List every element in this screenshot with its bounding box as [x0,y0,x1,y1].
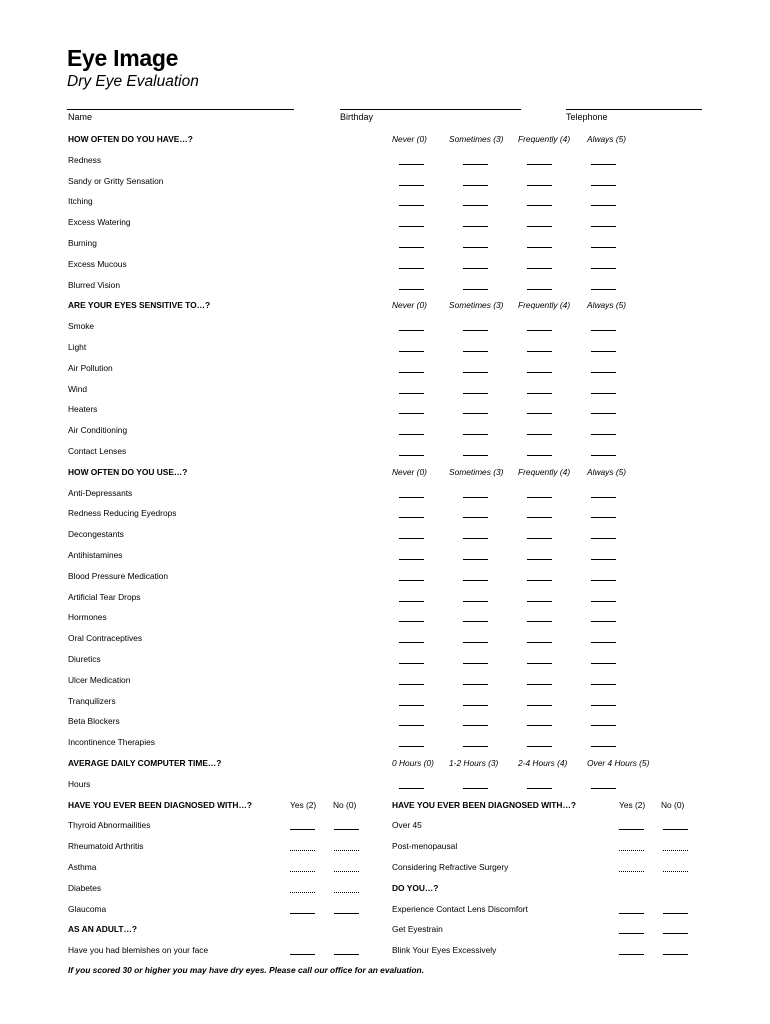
question-label: Excess Watering [68,217,131,228]
question-label: Artificial Tear Drops [68,591,141,602]
answer-blank[interactable] [527,455,552,456]
answer-blank[interactable] [399,705,424,706]
yes-no-blank[interactable] [619,913,644,914]
no-column-header: No (0) [661,799,685,810]
answer-blank[interactable] [399,372,424,373]
answer-blank[interactable] [591,268,616,269]
question-label: Wind [68,383,88,394]
question-label: Heaters [68,404,98,415]
answer-blank[interactable] [399,788,424,789]
question-row [0,341,770,362]
question-row [0,695,770,716]
answer-blank[interactable] [591,684,616,685]
answer-blank[interactable] [399,601,424,602]
yes-no-row [0,923,770,944]
column-header: Never (0) [392,300,427,311]
form-subtitle: Dry Eye Evaluation [67,73,199,90]
answer-blank[interactable] [527,413,552,414]
question-label: Itching [68,196,93,207]
answer-blank[interactable] [463,455,488,456]
name-label: Name [68,112,93,122]
question-label: Considering Refractive Surgery [392,862,509,872]
yes-no-blank[interactable] [619,871,644,872]
answer-blank[interactable] [591,289,616,290]
yes-no-row [0,861,770,882]
yes-no-blank[interactable] [663,913,688,914]
question-label: Thyroid Abnormailities [68,820,151,831]
answer-blank[interactable] [399,434,424,435]
column-header: Always (5) [587,134,627,144]
column-header: Always (5) [587,466,627,477]
answer-blank[interactable] [463,330,488,331]
section-header: HOW OFTEN DO YOU HAVE…? [68,134,193,144]
answer-blank[interactable] [463,247,488,248]
answer-blank[interactable] [591,247,616,248]
answer-blank[interactable] [399,164,424,165]
yes-no-blank[interactable] [619,829,644,830]
answer-blank[interactable] [591,434,616,435]
question-label: Light [68,342,87,352]
question-row [0,258,770,279]
answer-blank[interactable] [399,684,424,685]
question-label: Anti-Depressants [68,487,133,498]
no-column-header: No (0) [333,799,357,810]
answer-blank[interactable] [591,621,616,622]
question-label: Smoke [68,321,95,332]
question-row [0,216,770,237]
answer-blank[interactable] [527,434,552,435]
question-row [0,403,770,424]
answer-blank[interactable] [591,663,616,664]
column-header: Never (0) [392,134,427,144]
answer-blank[interactable] [463,289,488,290]
answer-blank[interactable] [527,788,552,789]
answer-blank[interactable] [463,580,488,581]
answer-blank[interactable] [463,538,488,539]
answer-blank[interactable] [591,330,616,331]
answer-blank[interactable] [527,330,552,331]
question-row [0,611,770,632]
question-label: Diabetes [68,882,102,893]
yes-column-header: Yes (2) [290,799,317,810]
question-row [0,237,770,258]
yes-no-blank[interactable] [663,871,688,872]
answer-blank[interactable] [399,393,424,394]
question-row [0,362,770,383]
answer-blank[interactable] [399,330,424,331]
answer-blank[interactable] [399,247,424,248]
question-label: Hours [68,778,91,789]
yes-no-row [0,944,770,965]
question-label: Redness Reducing Eyedrops [68,508,177,519]
question-row [0,778,770,799]
answer-blank[interactable] [399,663,424,664]
question-row [0,632,770,653]
answer-blank[interactable] [527,247,552,248]
question-row [0,736,770,757]
birthday-field-line[interactable] [340,109,521,110]
question-row [0,195,770,216]
yes-no-blank[interactable] [663,850,688,851]
answer-blank[interactable] [527,497,552,498]
column-header: Sometimes (3) [449,466,504,477]
form-title: Eye Image [67,45,179,71]
section-header: HOW OFTEN DO YOU USE…? [68,466,188,477]
answer-blank[interactable] [399,226,424,227]
answer-blank[interactable] [399,351,424,352]
answer-blank[interactable] [399,497,424,498]
answer-blank[interactable] [527,289,552,290]
answer-blank[interactable] [463,393,488,394]
answer-blank[interactable] [399,621,424,622]
answer-blank[interactable] [591,538,616,539]
answer-blank[interactable] [591,205,616,206]
answer-blank[interactable] [463,372,488,373]
section-header: AS AN ADULT…? [68,924,138,935]
question-row [0,591,770,612]
answer-blank[interactable] [463,621,488,622]
column-header: Sometimes (3) [449,134,504,144]
answer-blank[interactable] [591,351,616,352]
answer-blank[interactable] [527,226,552,227]
section-header-row [0,133,770,154]
answer-blank[interactable] [463,413,488,414]
answer-blank[interactable] [591,642,616,643]
question-label: Oral Contraceptives [68,633,143,644]
question-label: Asthma [68,862,97,872]
answer-blank[interactable] [463,788,488,789]
answer-blank[interactable] [527,185,552,186]
section-header-row [0,757,770,778]
question-row [0,549,770,570]
question-row [0,424,770,445]
answer-blank[interactable] [527,372,552,373]
column-header: Always (5) [587,300,627,311]
answer-blank[interactable] [463,205,488,206]
answer-blank[interactable] [527,580,552,581]
answer-blank[interactable] [463,517,488,518]
answer-blank[interactable] [399,268,424,269]
yes-no-blank[interactable] [619,933,644,934]
answer-blank[interactable] [591,725,616,726]
yes-no-blank[interactable] [619,954,644,955]
answer-blank[interactable] [591,164,616,165]
question-row [0,507,770,528]
column-header: Over 4 Hours (5) [587,758,650,768]
yes-no-header-row [0,799,770,820]
yes-no-blank[interactable] [663,829,688,830]
section-header: DO YOU…? [392,882,439,893]
question-row [0,175,770,196]
answer-blank[interactable] [399,538,424,539]
answer-blank[interactable] [527,684,552,685]
answer-blank[interactable] [463,705,488,706]
yes-no-row [0,819,770,840]
answer-blank[interactable] [591,580,616,581]
yes-no-header-row [0,882,770,903]
column-header: 0 Hours (0) [392,758,434,768]
question-row [0,674,770,695]
question-label: Have you had blemishes on your face [68,945,209,956]
section-header: HAVE YOU EVER BEEN DIAGNOSED WITH…? [392,799,576,810]
question-label: Rheumatoid Arthritis [68,841,144,852]
answer-blank[interactable] [527,393,552,394]
column-header: Frequently (4) [518,466,571,477]
birthday-label: Birthday [340,112,374,122]
answer-blank[interactable] [527,268,552,269]
column-header: Never (0) [392,466,427,477]
question-label: Diuretics [68,654,101,664]
question-label: Experience Contact Lens Discomfort [392,903,528,914]
question-row [0,445,770,466]
question-row [0,528,770,549]
answer-blank[interactable] [463,164,488,165]
answer-blank[interactable] [591,788,616,789]
question-label: Get Eyestrain [392,924,443,935]
question-row [0,320,770,341]
answer-blank[interactable] [463,497,488,498]
question-label: Post-menopausal [392,841,458,852]
question-label: Air Conditioning [68,425,128,436]
answer-blank[interactable] [527,621,552,622]
question-label: Blink Your Eyes Excessively [392,945,497,956]
answer-blank[interactable] [527,205,552,206]
question-label: Sandy or Gritty Sensation [68,175,164,186]
question-label: Incontinence Therapies [68,737,155,748]
answer-blank[interactable] [527,517,552,518]
question-label: Air Pollution [68,362,113,373]
answer-blank[interactable] [527,538,552,539]
answer-blank[interactable] [463,351,488,352]
answer-blank[interactable] [591,705,616,706]
answer-blank[interactable] [463,663,488,664]
question-label: Ulcer Medication [68,674,131,685]
question-label: Hormones [68,612,107,623]
question-row [0,383,770,404]
yes-no-blank[interactable] [663,954,688,955]
answer-blank[interactable] [591,559,616,560]
answer-blank[interactable] [463,559,488,560]
question-row [0,653,770,674]
footer-note: If you scored 30 or higher you may have dry eyes. Please call our office for an evaluation. [68,965,424,975]
question-label: Redness [68,154,102,165]
answer-blank[interactable] [399,185,424,186]
answer-blank[interactable] [399,455,424,456]
column-header: 2-4 Hours (4) [518,758,568,768]
question-label: Glaucoma [68,903,107,914]
answer-blank[interactable] [527,642,552,643]
yes-no-blank[interactable] [619,850,644,851]
answer-blank[interactable] [399,289,424,290]
answer-blank[interactable] [399,559,424,560]
answer-blank[interactable] [527,351,552,352]
answer-blank[interactable] [399,205,424,206]
section-header-row [0,466,770,487]
answer-blank[interactable] [527,601,552,602]
section-header: ARE YOUR EYES SENSITIVE TO…? [68,300,211,311]
answer-blank[interactable] [591,746,616,747]
answer-blank[interactable] [591,372,616,373]
question-row [0,279,770,300]
answer-blank[interactable] [527,746,552,747]
question-row [0,487,770,508]
answer-blank[interactable] [591,413,616,414]
answer-blank[interactable] [399,580,424,581]
question-label: Beta Blockers [68,716,120,727]
answer-blank[interactable] [463,226,488,227]
question-label: Burning [68,238,97,248]
answer-blank[interactable] [463,434,488,435]
answer-blank[interactable] [463,642,488,643]
answer-blank[interactable] [591,455,616,456]
section-header: AVERAGE DAILY COMPUTER TIME…? [68,758,222,768]
question-label: Excess Mucous [68,258,127,269]
answer-blank[interactable] [463,268,488,269]
yes-column-header: Yes (2) [619,799,646,810]
answer-blank[interactable] [527,725,552,726]
question-label: Contact Lenses [68,446,127,456]
yes-no-row [0,840,770,861]
answer-blank[interactable] [527,559,552,560]
question-row [0,570,770,591]
answer-blank[interactable] [527,663,552,664]
answer-blank[interactable] [591,601,616,602]
question-label: Tranquilizers [68,695,116,706]
answer-blank[interactable] [527,705,552,706]
answer-blank[interactable] [591,226,616,227]
section-header: HAVE YOU EVER BEEN DIAGNOSED WITH…? [68,799,252,810]
answer-blank[interactable] [463,185,488,186]
telephone-field-line[interactable] [566,109,702,110]
answer-blank[interactable] [591,517,616,518]
question-row [0,715,770,736]
answer-blank[interactable] [399,517,424,518]
question-label: Blurred Vision [68,279,120,290]
answer-blank[interactable] [463,725,488,726]
yes-no-row [0,903,770,924]
answer-blank[interactable] [591,497,616,498]
answer-blank[interactable] [399,746,424,747]
answer-blank[interactable] [399,642,424,643]
answer-blank[interactable] [463,746,488,747]
section-header-row [0,299,770,320]
question-row [0,154,770,175]
answer-blank[interactable] [463,684,488,685]
column-header: Sometimes (3) [449,300,504,311]
yes-no-blank[interactable] [663,933,688,934]
question-label: Over 45 [392,820,422,831]
name-field-line[interactable] [67,109,294,110]
column-header: Frequently (4) [518,300,571,311]
column-header: Frequently (4) [518,134,571,144]
answer-blank[interactable] [591,393,616,394]
answer-blank[interactable] [399,413,424,414]
question-label: Decongestants [68,529,124,540]
question-label: Antihistamines [68,550,123,560]
question-label: Blood Pressure Medication [68,570,169,581]
answer-blank[interactable] [463,601,488,602]
column-header: 1-2 Hours (3) [449,758,499,768]
answer-blank[interactable] [591,185,616,186]
answer-blank[interactable] [527,164,552,165]
answer-blank[interactable] [399,725,424,726]
telephone-label: Telephone [566,112,608,122]
